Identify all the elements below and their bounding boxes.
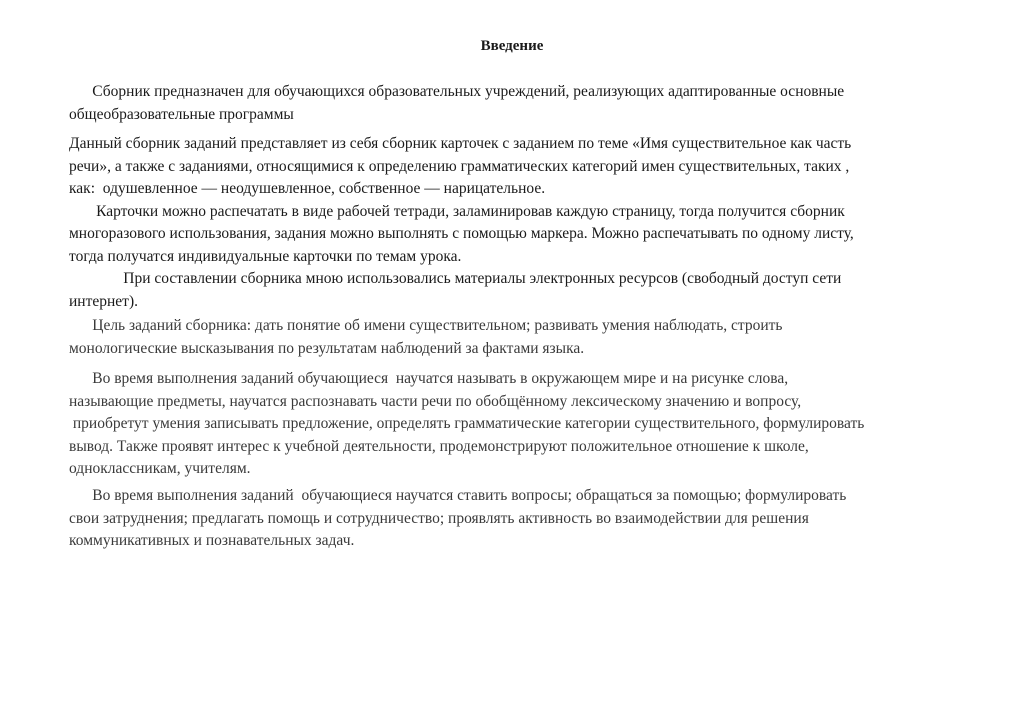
description-paragraph: [69, 133, 959, 313]
text-line: интернет).: [69, 292, 138, 310]
text-line: речи», а также с заданиями, относящимися к определению грамматических категорий имен существительных, таких ,: [69, 157, 850, 175]
intro-paragraph: [69, 81, 959, 126]
text-line: Данный сборник заданий представляет из себя сборник карточек с заданием по теме «Имя существительное как часть: [69, 135, 852, 152]
text-line: многоразового использования, задания можно выполнять с помощью маркера. Можно распечатывать по одному листу,: [69, 225, 854, 242]
text-line: Сборник предназначен для обучающихся образовательных учреждений, реализующих адаптированные основные: [69, 83, 845, 100]
goal-paragraph: [69, 315, 959, 360]
text-line: вывод. Также проявят интерес к учебной деятельности, продемонстрируют положительное отношение к школе,: [69, 437, 809, 455]
text-line: коммуникативных и познавательных задач.: [69, 532, 355, 549]
text-line: Во время выполнения заданий обучающиеся научатся называть в окружающем мире и на рисунке слова,: [69, 370, 789, 387]
text-line: как: одушевленное — неодушевленное, собственное — нарицательное.: [69, 180, 546, 197]
text-line: одноклассникам, учителям.: [69, 460, 251, 477]
text-line: приобретут умения записывать предложение, определять грамматические категории существительного, формулировать: [69, 415, 865, 432]
text-line: Цель заданий сборника: дать понятие об имени существительном; развивать умения наблюдать, строить: [69, 317, 783, 334]
text-line: Карточки можно распечатать в виде рабочей тетради, заламинировав каждую страницу, тогда получится сборник: [69, 202, 845, 220]
text-line: называющие предметы, научатся распознавать части речи по обобщённому лексическому значению и вопросу,: [69, 392, 802, 410]
outcomes-paragraph-2: [69, 485, 959, 553]
text-line: свои затруднения; предлагать помощь и сотрудничество; проявлять активность во взаимодействии для решения: [69, 509, 809, 527]
text-line: При составлении сборника мною использовались материалы электронных ресурсов (свободный доступ сети: [69, 270, 842, 287]
document-title: Введение: [480, 38, 544, 54]
text-line: тогда получатся индивидуальные карточки по темам урока.: [69, 247, 462, 265]
text-line: монологические высказывания по результатам наблюдений за фактами языка.: [69, 339, 585, 357]
outcomes-paragraph-1: [69, 368, 959, 481]
text-line: Во время выполнения заданий обучающиеся научатся ставить вопросы; обращаться за помощью; формулировать: [69, 487, 847, 504]
text-line: общеобразовательные программы: [69, 105, 294, 123]
